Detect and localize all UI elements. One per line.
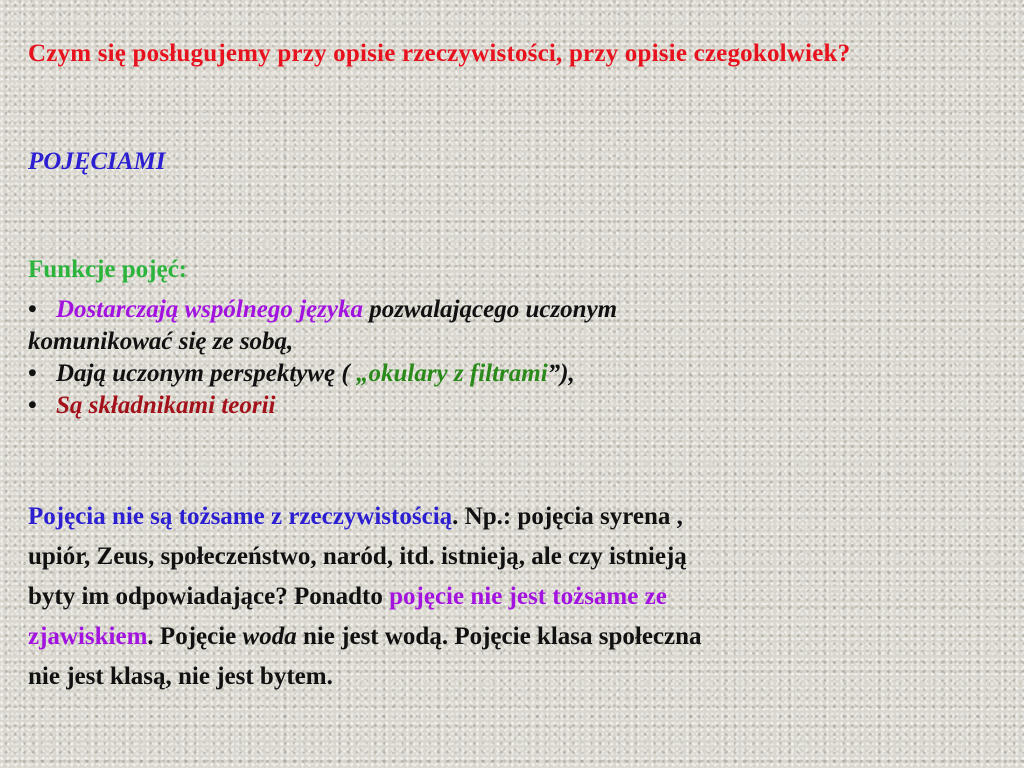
paragraph-line-4 bbox=[28, 617, 990, 657]
paragraph-line-3-start: byty im odpowiadające? Ponadto bbox=[28, 583, 390, 610]
bullet-marker: • bbox=[28, 296, 37, 323]
functions-heading: Funkcje pojęć: bbox=[28, 256, 187, 283]
paragraph-line-1-rest: . Np.: pojęcia syrena , bbox=[452, 503, 683, 530]
bullet-3-text: Są składnikami teorii bbox=[56, 392, 276, 419]
bullet-item-1 bbox=[28, 294, 990, 326]
bullet-1-highlight: Dostarczają wspólnego języka bbox=[56, 296, 363, 323]
question-text: Czym się posługujemy przy opisie rzeczywistości, przy opisie czegokolwiek? bbox=[28, 40, 851, 67]
bullet-2-before: Dają uczonym perspektywę ( bbox=[56, 360, 356, 387]
paragraph-line-4-rest-2: nie jest wodą. Pojęcie klasa społeczna bbox=[296, 623, 702, 650]
bullet-marker: • bbox=[28, 360, 37, 387]
paragraph-line-5: nie jest klasą, nie jest bytem. bbox=[28, 663, 333, 690]
paragraph-purple-phrase-b: zjawiskiem bbox=[28, 623, 148, 650]
bullet-item-2 bbox=[28, 358, 990, 390]
paragraph-blue-phrase: Pojęcia nie są tożsame z rzeczywistością bbox=[28, 503, 453, 530]
paragraph-line-3 bbox=[28, 577, 990, 617]
functions-bullet-list bbox=[28, 294, 990, 422]
paragraph-purple-phrase-a: pojęcie nie jest tożsame ze bbox=[389, 583, 667, 610]
bullet-item-3 bbox=[28, 390, 990, 422]
paragraph-line-2: upiór, Zeus, społeczeństwo, naród, itd. istnieją, ale czy istnieją bbox=[28, 543, 687, 570]
paragraph-line-4-rest-1: . Pojęcie bbox=[147, 623, 243, 650]
paragraph-line-1 bbox=[28, 497, 990, 537]
concepts-paragraph bbox=[28, 497, 990, 697]
bullet-1-continuation: komunikować się ze sobą, bbox=[28, 328, 294, 355]
bullet-1-rest: pozwalającego uczonym bbox=[362, 296, 618, 323]
bullet-marker: • bbox=[28, 392, 37, 419]
answer-text: POJĘCIAMI bbox=[28, 148, 166, 175]
paragraph-italic-word: woda bbox=[242, 623, 297, 650]
bullet-2-after: ”), bbox=[547, 360, 575, 387]
bullet-2-highlight: „okulary z filtrami bbox=[355, 360, 548, 387]
